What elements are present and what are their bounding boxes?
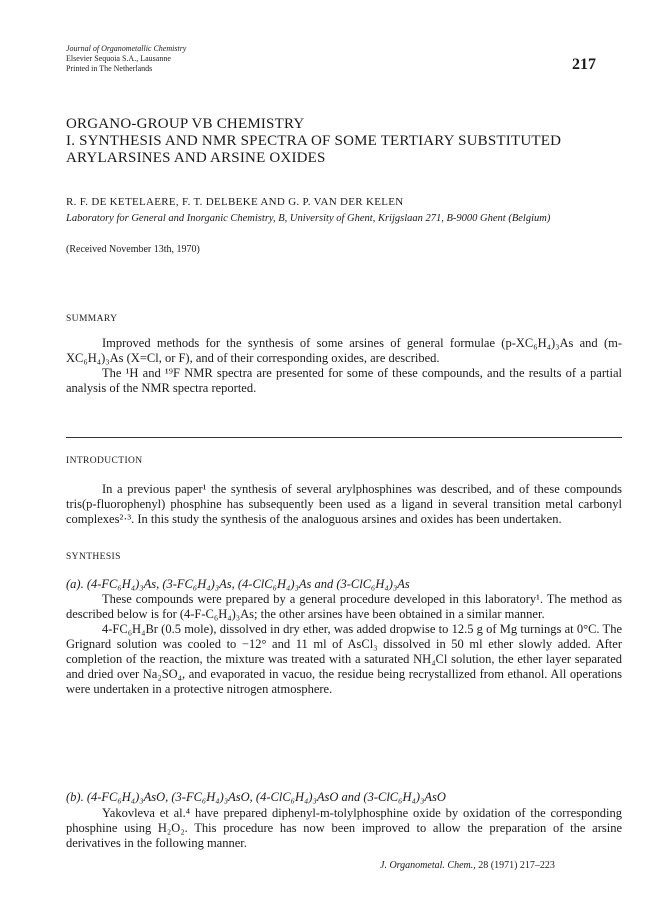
journal-name: Journal of Organometallic Chemistry	[66, 44, 187, 53]
journal-citation	[380, 860, 555, 871]
affiliation: Laboratory for General and Inorganic Chemistry, B, University of Ghent, Krijgslaan 271, B-9000 Ghent (Belgium)	[66, 213, 551, 224]
title-line: I. SYNTHESIS AND NMR SPECTRA OF SOME TERTIARY SUBSTITUTED	[66, 133, 562, 149]
subsection-a-text	[66, 592, 622, 697]
received-date: (Received November 13th, 1970)	[66, 244, 200, 255]
synthesis-paragraph: 4-FC₆H₄Br (0.5 mole), dissolved in dry ether, was added dropwise to 12.5 g of Mg turnings at 0°C. The Grignard solution was cooled to −12° and 11 ml of AsCl₃ dissolved in 50 ml ether slowly added. After completion of the reaction, the mixture was treated with a saturated NH₄Cl solution, the ether layer separated and dried over Na₂SO₄, and evaporated in vacuo, the residue being recrystallized from ethanol. All operations were undertaken in a protective nitrogen atmosphere.	[66, 622, 622, 696]
masthead	[66, 44, 186, 74]
citation-journal: J. Organometal. Chem.,	[380, 860, 476, 871]
subsection-b-text	[66, 806, 622, 851]
introduction-text	[66, 482, 622, 527]
synthesis-paragraph: Yakovleva et al.⁴ have prepared diphenyl-m-tolylphosphine oxide by oxidation of the corresponding phosphine using H₂O₂. This procedure has now been improved to allow the preparation of the arsine derivatives in the following manner.	[66, 806, 622, 850]
introduction-paragraph: In a previous paper¹ the synthesis of several arylphosphines was described, and of these compounds tris(p-fluorophenyl) phosphine has subsequently been used as a ligand in several transition metal carbonyl complexes²·³. In this study the synthesis of the analoguous arsines and oxides has been undertaken.	[66, 482, 622, 526]
synthesis-paragraph: These compounds were prepared by a general procedure developed in this laboratory¹. The method as described below is for (4-F-C₆H₄)₃As; the other arsines have been obtained in a similar manner.	[66, 592, 622, 621]
summary-paragraph: The ¹H and ¹⁹F NMR spectra are presented for some of these compounds, and the results of a partial analysis of the NMR spectra reported.	[66, 366, 622, 395]
summary-heading: SUMMARY	[66, 314, 118, 324]
title-line: ORGANO-GROUP VB CHEMISTRY	[66, 116, 305, 132]
subsection-a-heading: (a). (4-FC₆H₄)₃As, (3-FC₆H₄)₃As, (4-ClC₆H₄)₃As and (3-ClC₆H₄)₃As	[66, 577, 410, 591]
page-number: 217	[572, 56, 596, 73]
authors: R. F. DE KETELAERE, F. T. DELBEKE AND G. P. VAN DER KELEN	[66, 196, 404, 208]
synthesis-heading: SYNTHESIS	[66, 552, 121, 562]
printed-note: Printed in The Netherlands	[66, 64, 153, 73]
section-divider	[66, 437, 622, 438]
title-line: ARYLARSINES AND ARSINE OXIDES	[66, 150, 326, 166]
citation-reference: 28 (1971) 217–223	[478, 860, 555, 871]
subsection-b-heading: (b). (4-FC₆H₄)₃AsO, (3-FC₆H₄)₃AsO, (4-ClC₆H₄)₃AsO and (3-ClC₆H₄)₃AsO	[66, 790, 446, 804]
summary-paragraph: Improved methods for the synthesis of some arsines of general formulae (p-XC₆H₄)₃As and (m-XC₆H₄)₃As (X=Cl, or F), and of their corresponding oxides, are described.	[66, 336, 622, 365]
paper-title	[66, 116, 622, 167]
introduction-heading: INTRODUCTION	[66, 456, 143, 466]
publisher: Elsevier Sequoia S.A., Lausanne	[66, 54, 171, 63]
summary-text	[66, 336, 622, 396]
